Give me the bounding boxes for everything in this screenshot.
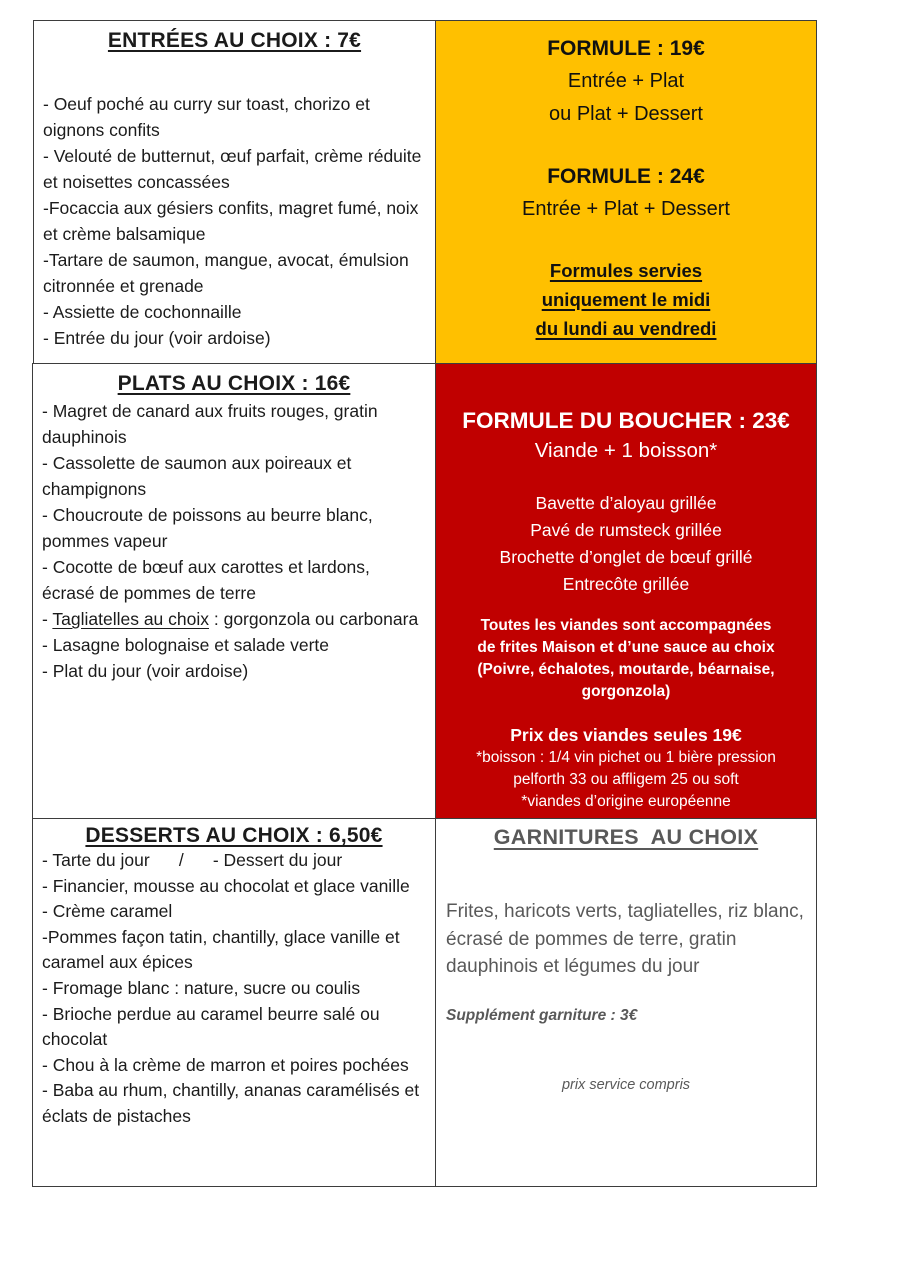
list-item: - Oeuf poché au curry sur toast, chorizo et oignons confits: [43, 94, 375, 140]
formule-19-title: FORMULE : 19€: [547, 37, 705, 60]
formule-24-line: Entrée + Plat + Dessert: [522, 198, 730, 220]
list-item: - Cassolette de saumon aux poireaux et champignons: [42, 453, 357, 499]
list-item: - Cocotte de bœuf aux carottes et lardons, écrasé de pommes de terre: [42, 557, 375, 603]
boucher-meats-list: [436, 490, 816, 598]
boucher-price-line: Prix des viandes seules 19€: [510, 725, 742, 745]
boucher-subtitle: Viande + 1 boisson*: [534, 439, 718, 462]
boucher-note-line: de frites Maison et d’une sauce au choix: [477, 639, 775, 656]
spacer: [43, 53, 426, 91]
boucher-note-line: gorgonzola): [581, 683, 671, 700]
list-item: - Chou à la crème de marron et poires pochées: [42, 1054, 409, 1075]
boucher-note-line: Toutes les viandes sont accompagnées: [480, 617, 772, 634]
garnitures-section: [435, 818, 817, 1187]
desserts-section: [32, 818, 436, 1187]
list-item: - Velouté de butternut, œuf parfait, crème réduite et noisettes concassées: [43, 146, 427, 192]
list-item: -Pommes façon tatin, chantilly, glace vanille et caramel aux épices: [42, 926, 405, 973]
list-item: - Crème caramel: [42, 901, 173, 922]
meat-item: Pavé de rumsteck grillée: [530, 520, 722, 540]
service-included-note: prix service compris: [561, 1076, 691, 1093]
formules-note-line: uniquement le midi: [541, 289, 711, 310]
entrees-section: [33, 20, 436, 364]
list-item: -Tartare de saumon, mangue, avocat, émulsion citronnée et grenade: [43, 250, 414, 296]
formules-note-line: Formules servies: [549, 260, 703, 281]
boucher-title: FORMULE DU BOUCHER : 23€: [462, 408, 790, 433]
plats-title: PLATS AU CHOIX : 16€: [117, 372, 351, 395]
list-item-tagliatelles: [42, 606, 426, 632]
formules-note: [436, 256, 816, 343]
meat-item: Bavette d’aloyau grillée: [535, 493, 717, 513]
boucher-note-line: (Poivre, échalotes, moutarde, béarnaise,: [477, 661, 775, 678]
boucher-note: [436, 615, 816, 703]
list-item: - Tarte du jour / - Dessert du jour: [42, 850, 343, 870]
list-item: - Financier, mousse au chocolat et glace vanille: [42, 875, 410, 896]
footnote-line: *viandes d’origine européenne: [521, 793, 731, 810]
item-prefix: -: [42, 609, 53, 629]
spacer: [436, 131, 816, 161]
garnitures-supplement: Supplément garniture : 3€: [446, 1006, 638, 1024]
footnote-line: pelforth 33 ou affligem 25 ou soft: [513, 771, 739, 788]
item-underlined-part: Tagliatelles au choix: [52, 609, 209, 629]
menu-table: [33, 20, 817, 1187]
list-item: - Choucroute de poissons au beurre blanc, pommes vapeur: [42, 505, 378, 551]
desserts-list: [42, 848, 426, 1130]
item-rest: : gorgonzola ou carbonara: [209, 609, 419, 629]
list-item: - Baba au rhum, chantilly, ananas caramélisés et éclats de pistaches: [42, 1080, 424, 1126]
entrees-list: [43, 91, 426, 351]
formules-note-line: du lundi au vendredi: [535, 318, 717, 339]
list-item: - Fromage blanc : nature, sucre ou coulis: [42, 977, 361, 998]
garnitures-text: Frites, haricots verts, tagliatelles, riz blanc, écrasé de pommes de terre, gratin dauphinois et légumes du jour: [446, 901, 804, 977]
formule-19-line: ou Plat + Dessert: [549, 103, 703, 125]
plats-section: [32, 363, 436, 819]
formule-19-line: Entrée + Plat: [567, 70, 685, 92]
list-item: - Brioche perdue au caramel beurre salé ou chocolat: [42, 1003, 385, 1050]
list-item: - Entrée du jour (voir ardoise): [43, 328, 271, 348]
entrees-title: ENTRÉES AU CHOIX : 7€: [107, 29, 362, 52]
list-item: - Plat du jour (voir ardoise): [42, 661, 249, 681]
desserts-title: DESSERTS AU CHOIX : 6,50€: [85, 824, 383, 847]
list-item: - Magret de canard aux fruits rouges, gratin dauphinois: [42, 401, 383, 447]
formules-section: [435, 20, 817, 364]
footnote-line: *boisson : 1/4 vin pichet ou 1 bière pression: [476, 749, 776, 766]
meat-item: Entrecôte grillée: [562, 574, 690, 594]
list-item: -Focaccia aux gésiers confits, magret fumé, noix et crème balsamique: [43, 198, 424, 244]
boucher-footnotes: [436, 747, 816, 813]
meat-item: Brochette d’onglet de bœuf grillé: [499, 547, 753, 567]
list-item: - Lasagne bolognaise et salade verte: [42, 635, 330, 655]
boucher-section: [435, 363, 817, 819]
plats-list: [42, 398, 426, 684]
garnitures-title: GARNITURES AU CHOIX: [493, 825, 759, 849]
list-item: - Assiette de cochonnaille: [43, 302, 242, 322]
formule-24-title: FORMULE : 24€: [547, 165, 705, 188]
